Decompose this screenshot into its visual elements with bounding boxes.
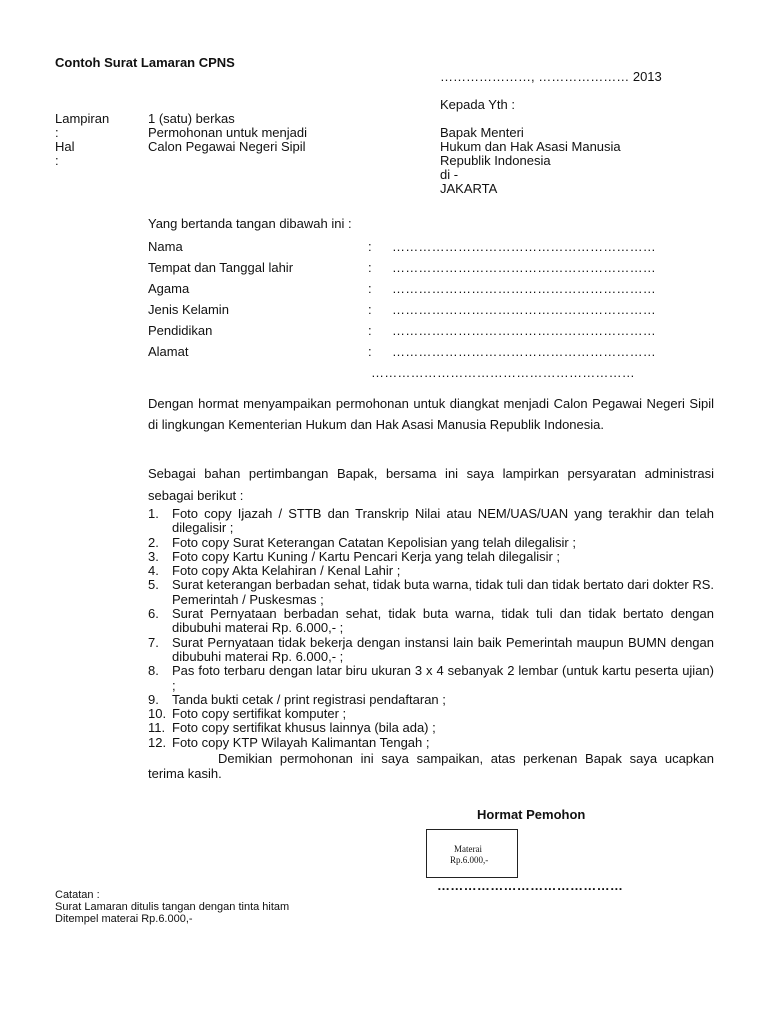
signature-line: …………………………………… bbox=[437, 878, 624, 893]
paragraph-request: Dengan hormat menyampaikan permohonan untuk diangkat menjadi Calon Pegawai Negeri Sipil di lingkungan Kementerian Hukum dan Hak Asasi Manusia Republik Indonesia. bbox=[148, 396, 714, 432]
item-number: 6. bbox=[148, 606, 159, 622]
item-number: 1. bbox=[148, 506, 159, 521]
form-label: Alamat bbox=[148, 344, 189, 359]
list-item bbox=[148, 636, 714, 665]
form-colon: : bbox=[368, 344, 372, 359]
item-text: Foto copy Surat Keterangan Catatan Kepolisian yang telah dilegalisir ; bbox=[172, 534, 576, 550]
notes-title: Catatan : bbox=[55, 889, 100, 901]
kepada-label: Kepada Yth : bbox=[440, 97, 515, 112]
list-item bbox=[148, 564, 714, 578]
list-item bbox=[148, 507, 714, 536]
intro-text: Yang bertanda tangan dibawah ini : bbox=[148, 216, 352, 231]
hal-value-line1: Permohonan untuk menjadi bbox=[148, 125, 307, 140]
form-row-agama bbox=[148, 281, 708, 297]
list-item bbox=[148, 707, 714, 721]
addressee-line: JAKARTA bbox=[440, 181, 498, 196]
hormat-pemohon: Hormat Pemohon bbox=[477, 807, 586, 822]
lampiran-colon: : bbox=[55, 125, 59, 140]
list-item bbox=[148, 736, 714, 750]
addressee-line: Bapak Menteri bbox=[440, 125, 524, 140]
form-row-alamat bbox=[148, 344, 708, 360]
hal-colon: : bbox=[55, 153, 59, 168]
date-line: …………………, ………………… 2013 bbox=[440, 69, 662, 84]
list-item bbox=[148, 578, 714, 607]
notes-line: Ditempel materai Rp.6.000,- bbox=[55, 913, 193, 925]
form-fill-dots: …………………………………………………… bbox=[392, 344, 656, 359]
form-colon: : bbox=[368, 239, 372, 254]
form-colon: : bbox=[368, 260, 372, 275]
list-item bbox=[148, 607, 714, 636]
notes-line: Surat Lamaran ditulis tangan dengan tinta hitam bbox=[55, 901, 290, 913]
item-number: 11. bbox=[148, 720, 166, 736]
addressee-line: di - bbox=[440, 167, 459, 182]
hal-label: Hal bbox=[55, 139, 75, 154]
item-text: Tanda bukti cetak / print registrasi pendaftaran ; bbox=[172, 691, 446, 707]
item-number: 7. bbox=[148, 634, 159, 650]
closing-paragraph: Demikian permohonan ini saya sampaikan, atas perkenan Bapak saya ucapkan terima kasih. bbox=[148, 751, 714, 781]
item-text: Surat keterangan berbadan sehat, tidak buta warna, tidak tuli dan tidak bertato dari dokter RS. Pemerintah / Puskesmas ; bbox=[172, 577, 715, 607]
materai-stamp-box bbox=[426, 829, 518, 878]
stamp-label: Materai bbox=[454, 844, 482, 854]
addressee-line: Republik Indonesia bbox=[440, 153, 551, 168]
item-text: Foto copy Ijazah / STTB dan Transkrip Nilai atau NEM/UAS/UAN yang terakhir dan telah dilegalisir ; bbox=[172, 506, 714, 536]
item-text: Pas foto terbaru dengan latar biru ukuran 3 x 4 sebanyak 2 lembar (untuk kartu peserta ujian) ; bbox=[172, 663, 714, 693]
list-item bbox=[148, 721, 714, 735]
form-colon: : bbox=[368, 302, 372, 317]
item-text: Foto copy Akta Kelahiran / Kenal Lahir ; bbox=[172, 563, 401, 579]
item-text: Surat Pernyataan berbadan sehat, tidak buta warna, tidak tuli dan tidak bertato dengan dibubuhi materai Rp. 6.000,- ; bbox=[172, 606, 714, 636]
requirements-list bbox=[148, 507, 714, 750]
item-number: 3. bbox=[148, 548, 159, 564]
item-text: Foto copy sertifikat khusus lainnya (bila ada) ; bbox=[172, 720, 436, 736]
item-number: 4. bbox=[148, 563, 159, 579]
list-item bbox=[148, 693, 714, 707]
stamp-value: Rp.6.000,- bbox=[450, 855, 489, 865]
form-row-jenis-kelamin bbox=[148, 302, 708, 318]
lampiran-value: 1 (satu) berkas bbox=[148, 111, 235, 126]
form-fill-dots: …………………………………………………… bbox=[392, 281, 656, 296]
form-fill-dots: …………………………………………………… bbox=[392, 260, 656, 275]
list-item bbox=[148, 550, 714, 564]
letter-title: Contoh Surat Lamaran CPNS bbox=[55, 55, 235, 70]
form-label: Tempat dan Tanggal lahir bbox=[148, 260, 294, 275]
form-label: Jenis Kelamin bbox=[148, 302, 229, 317]
list-item bbox=[148, 664, 714, 693]
form-label: Pendidikan bbox=[148, 323, 213, 338]
item-text: Foto copy sertifikat komputer ; bbox=[172, 706, 347, 722]
address-extra-dots: …………………………………………………… bbox=[371, 365, 635, 380]
item-text: Foto copy KTP Wilayah Kalimantan Tengah ; bbox=[172, 734, 430, 750]
form-row-pendidikan bbox=[148, 323, 708, 339]
addressee-line: Hukum dan Hak Asasi Manusia bbox=[440, 139, 621, 154]
form-row-nama bbox=[148, 239, 708, 255]
form-colon: : bbox=[368, 323, 372, 338]
form-colon: : bbox=[368, 281, 372, 296]
list-item bbox=[148, 536, 714, 550]
lampiran-label: Lampiran bbox=[55, 111, 110, 126]
form-fill-dots: …………………………………………………… bbox=[392, 302, 656, 317]
item-text: Foto copy Kartu Kuning / Kartu Pencari Kerja yang telah dilegalisir ; bbox=[172, 548, 561, 564]
item-number: 5. bbox=[148, 577, 159, 593]
item-number: 8. bbox=[148, 663, 159, 679]
form-row-tempat-tanggal-lahir bbox=[148, 260, 708, 276]
form-fill-dots: …………………………………………………… bbox=[392, 239, 656, 254]
form-label: Nama bbox=[148, 239, 183, 254]
item-number: 12. bbox=[148, 734, 167, 750]
item-text: Surat Pernyataan tidak bekerja dengan instansi lain baik Pemerintah maupun BUMN dengan dibubuhi materai Rp. 6.000,- ; bbox=[172, 634, 714, 664]
form-label: Agama bbox=[148, 281, 190, 296]
item-number: 10. bbox=[148, 706, 167, 722]
item-number: 2. bbox=[148, 534, 159, 550]
paragraph-requirements-intro: Sebagai bahan pertimbangan Bapak, bersama ini saya lampirkan persyaratan administrasi sebagai berikut : bbox=[148, 466, 714, 503]
item-number: 9. bbox=[148, 691, 159, 707]
form-fill-dots: …………………………………………………… bbox=[392, 323, 656, 338]
hal-value-line2: Calon Pegawai Negeri Sipil bbox=[148, 139, 306, 154]
